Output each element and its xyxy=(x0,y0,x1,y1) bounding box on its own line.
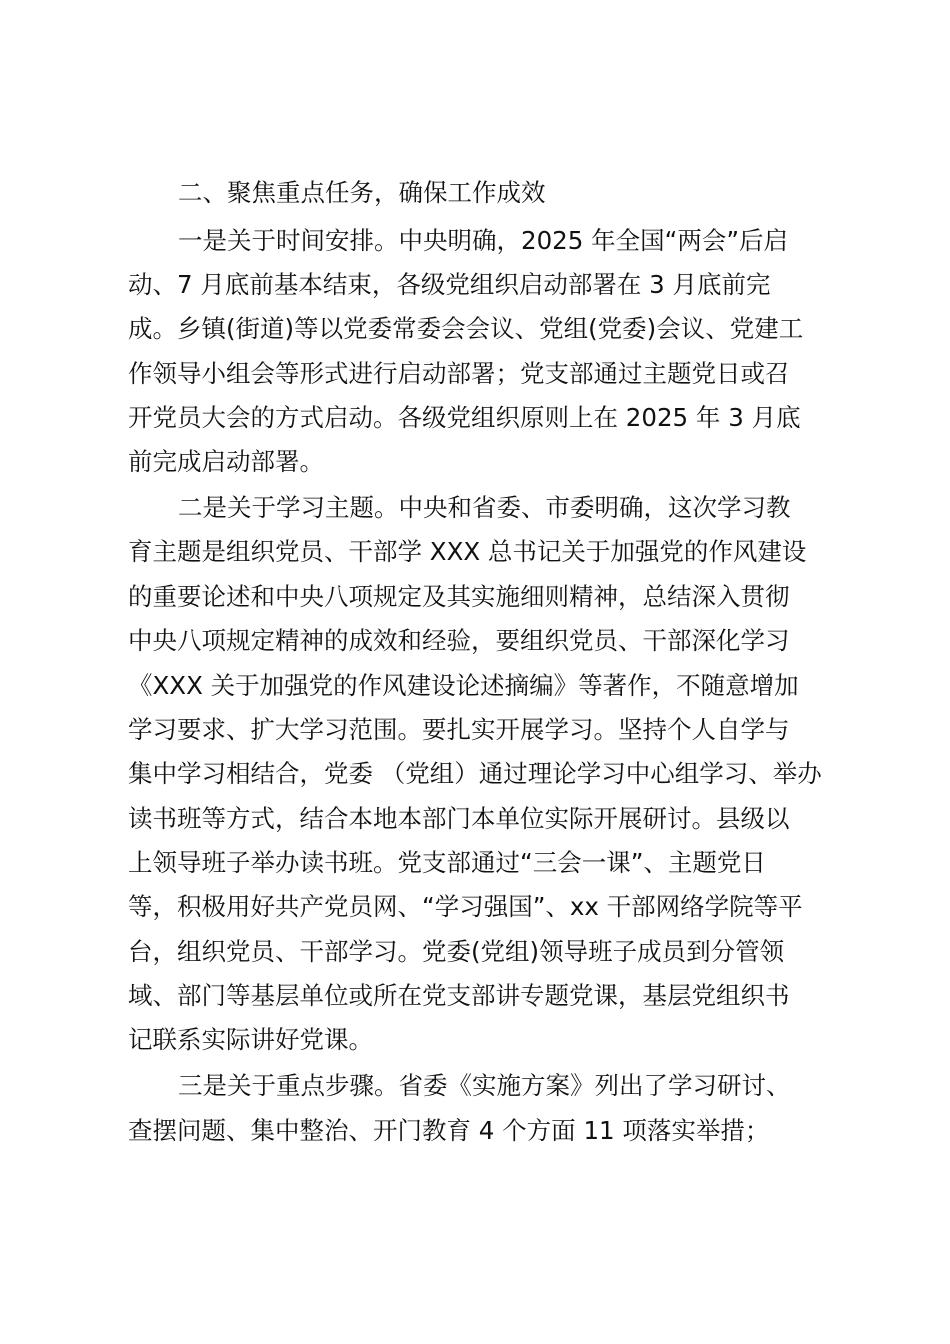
paragraph-2-line-9: 上领导班子举办读书班。党支部通过“三会一课”、主题党日 xyxy=(128,848,766,877)
paragraph-1-line-2: 动、7 月底前基本结束，各级党组织启动部署在 3 月底前完 xyxy=(128,270,771,299)
paragraph-2-line-12: 域、部门等基层单位或所在党支部讲专题党课，基层党组织书 xyxy=(128,981,790,1010)
paragraph-2-line-13: 记联系实际讲好党课。 xyxy=(128,1025,373,1054)
paragraph-2-line-7: 集中学习相结合，党委 （党组）通过理论学习中心组学习、举办 xyxy=(128,759,822,788)
paragraph-2-line-5: 《XXX 关于加强党的作风建设论述摘编》等著作，不随意增加 xyxy=(128,671,799,700)
paragraph-2-line-8: 读书班等方式，结合本地本部门本单位实际开展研讨。县级以 xyxy=(128,804,790,833)
section-heading: 二、聚焦重点任务，确保工作成效 xyxy=(178,178,546,207)
paragraph-2-line-11: 台，组织党员、干部学习。党委(党组)领导班子成员到分管领 xyxy=(128,937,785,966)
paragraph-1-line-5: 开党员大会的方式启动。各级党组织原则上在 2025 年 3 月底 xyxy=(128,403,801,432)
paragraph-2-line-4: 中央八项规定精神的成效和经验，要组织党员、干部深化学习 xyxy=(128,626,790,655)
paragraph-2-line-10: 等，积极用好共产党员网、“学习强国”、xx 干部网络学院等平 xyxy=(128,892,803,921)
paragraph-1-line-3: 成。乡镇(街道)等以党委常委会会议、党组(党委)会议、党建工 xyxy=(128,314,804,343)
paragraph-1-line-6: 前完成启动部署。 xyxy=(128,447,324,476)
paragraph-2-line-2: 育主题是组织党员、干部学 XXX 总书记关于加强党的作风建设 xyxy=(128,537,807,566)
paragraph-1-line-4: 作领导小组会等形式进行启动部署；党支部通过主题党日或召 xyxy=(128,359,790,388)
paragraph-3-line-1: 三是关于重点步骤。省委《实施方案》列出了学习研讨、 xyxy=(178,1071,791,1100)
paragraph-3-line-2: 查摆问题、集中整治、开门教育 4 个方面 11 项落实举措； xyxy=(128,1116,770,1145)
paragraph-2-line-6: 学习要求、扩大学习范围。要扎实开展学习。坚持个人自学与 xyxy=(128,715,790,744)
paragraph-2-line-1: 二是关于学习主题。中央和省委、市委明确，这次学习教 xyxy=(178,493,791,522)
paragraph-1-line-1: 一是关于时间安排。中央明确，2025 年全国“两会”后启 xyxy=(178,226,789,255)
paragraph-2-line-3: 的重要论述和中央八项规定及其实施细则精神，总结深入贯彻 xyxy=(128,582,790,611)
